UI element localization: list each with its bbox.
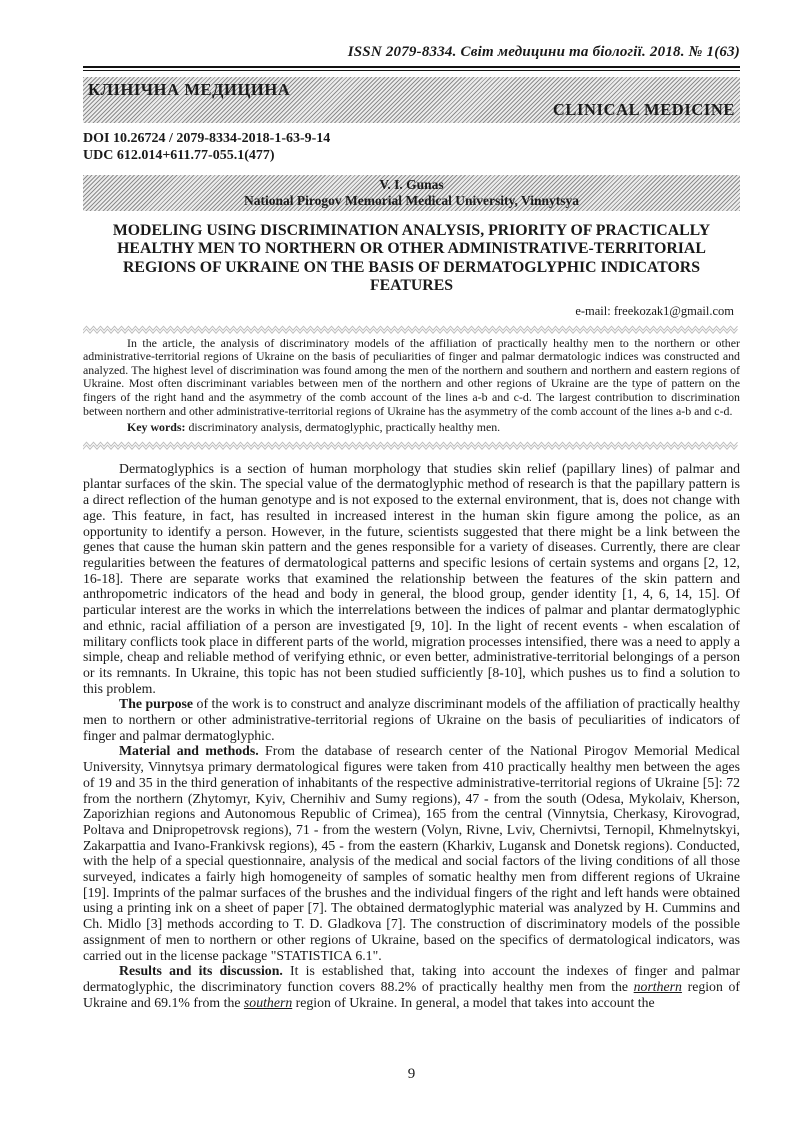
results-paragraph [83,963,740,1010]
keywords-text: discriminatory analysis, dermatoglyphic, practically healthy men. [185,420,501,435]
doi-line: DOI 10.26724 / 2079-8334-2018-1-63-9-14 [83,131,331,146]
email-line: e-mail: freekozak1@gmail.com [575,303,734,318]
results-text-2: region of Ukraine and 69.1% from the [83,978,740,1010]
abstract-text: In the article, the analysis of discriminatory models of the affiliation of practically healthy men to the northern or other administrative-territorial regions of Ukraine on the basis of peculiarities of finger and palmar dermatologic indices was constructed and analyzed. The highest level of discrimination was found among the men of the northern and southern and northern and eastern regions of Ukraine. Most often discriminant variables between men of the northern and other regions of Ukraine are the type of pattern on the fingers of the right hand and the asymmetry of the comb account of the lines a-b and c-d. The largest contribution to discrimination between northern and other administrative-territorial regions of Ukraine has the asymmetry of the comb account of the lines a-b and c-d. [83,335,740,418]
author-band [83,175,740,211]
purpose-text: of the work is to construct and analyze discriminant models of the affiliation of practically healthy men to northern or other administrative-territorial regions of Ukraine on the basis of peculiarities of indicators of finger and palmar dermatoglyphic. [83,696,741,743]
author-name: V. I. Gunas [379,177,444,192]
author-affiliation: National Pirogov Memorial Medical University, Vinnytsya [244,192,579,208]
doi-udc-block [83,131,740,164]
page-number: 9 [407,1066,416,1082]
results-label: Results and its discussion. [119,963,283,979]
intro-paragraph [83,461,740,697]
results-emphasis-southern: southern [243,994,293,1010]
results-text-3: region of Ukraine. In general, a model that takes into account the [292,994,655,1010]
results-text-1: It is established that, taking into account the indexes of finger and palmar dermatoglyphic, the discriminatory function covers 88.2% of practically healthy men from the [83,963,740,994]
methods-label: Material and methods. [119,743,259,759]
intro-text: Dermatoglyphics is a section of human morphology that studies skin relief (papillary lines) of palmar and plantar surfaces of the skin. The special value of the dermatoglyphic method of research is that the papillary pattern is a direct reflection of the human genotype and is not exposed to the external environment, that is, does not change with age. This feature, in fact, has resulted in increased interest in the human skin figure among the police, as an opportunity to identify a person. However, in the future, scientists suggested that there might be a link between the genes that cause the human skin pattern and the genes responsible for a variety of diseases. Currently, there are clear regularities between the features of dermatological patterns and specific lesions of certain systems and organs [2, 12, 16-18]. There are separate works that examined the relationship between the features of the skin pattern and anthropometric indicators of the head and body in general, the blood group, gender identity [1, 4, 6, 14, 15]. Of particular interest are the works in which the interrelations between the indices of palmar and plantar dermatoglyphic and ethnic, racial affiliation of a person are investigated [9, 10]. In the light of recent events - when escalation of military conflicts took place in different parts of the world, migration processes intensified, there was a need to apply a simple, cheap and reliable method of verifying ethnic, or even better, administrative-territorial belongings of a person or its remnants. In Ukraine, this topic has not been studied sufficiently [8-10], which pushes us to find a solution to this problem. [83,460,740,696]
methods-text: From the database of research center of the National Pirogov Memorial Medical University, Vinnytsya primary dermatological figures were taken from 410 practically healthy men between the ages of 19 and 35 in the third generation of inhabitants of the respective administrative-territorial regions of Ukraine [5]: 72 from the northern (Zhytomyr, Kyiv, Chernihiv and Sumy regions), 47 - from the south (Odesa, Mykolaiv, Kherson, Zaporizhian regions and Autonomous Republic of Crimea), 165 from the central (Vinnytsia, Cherkasy, Kirovograd, Poltava and Dnipropetrovsk regions), 71 - from the western (Volyn, Rivne, Lviv, Chernivtsi, Ternopil, Khmelnytskyi, Zakarpattia and Ivano-Frankivsk regions), 45 - from the eastern (Kharkiv, Lugansk and Donetsk regions). Conducted, with the help of a special questionnaire, analysis of the medical and social factors of the living conditions of all those surveyed, indicates a fairly high homogeneity of samples of somatic healthy men from different regions of Ukraine [19]. Imprints of the palmar surfaces of the brushes and the individual fingers of the right and left hands were obtained using a printing ink on a sheet of paper [7]. The obtained dermatoglyphic material was analyzed by H. Cummins and Ch. Midlo [3] methods according to T. D. Gladkova [7]. The construction of discriminatory models of the possible assignment of men to northern or other regions of Ukraine, based on the specifics of dermatological indicators, was carried out in the license package "STATISTICA 6.1". [83,743,740,963]
purpose-paragraph [83,696,740,743]
section-title-ukrainian: КЛІНІЧНА МЕДИЦИНА [88,80,291,99]
zigzag-separator-bottom [83,441,740,450]
methods-paragraph [83,743,740,963]
purpose-label: The purpose [119,696,194,712]
section-heading-band [83,77,740,123]
results-emphasis-northern: northern [633,978,682,994]
keywords-label: Key words: [127,420,186,435]
section-title-english: CLINICAL MEDICINE [552,100,735,119]
journal-issn-line: ISSN 2079-8334. Світ медицини та біології. 2018. № 1(63) [347,44,740,60]
header-rule [83,66,740,71]
udc-line: UDC 612.014+611.77-055.1(477) [83,147,275,163]
abstract-paragraph [83,337,740,419]
keywords-line [83,421,740,435]
article-title: MODELING USING DISCRIMINATION ANALYSIS, PRIORITY OF PRACTICALLY HEALTHY MEN TO NORTHERN OR OTHER ADMINISTRATIVE-TERRITORIAL REGIONS OF UKRAINE ON THE BASIS OF DERMATOGLYPHIC INDICATORS FEATURES [112,222,711,295]
zigzag-separator-top [83,325,740,334]
